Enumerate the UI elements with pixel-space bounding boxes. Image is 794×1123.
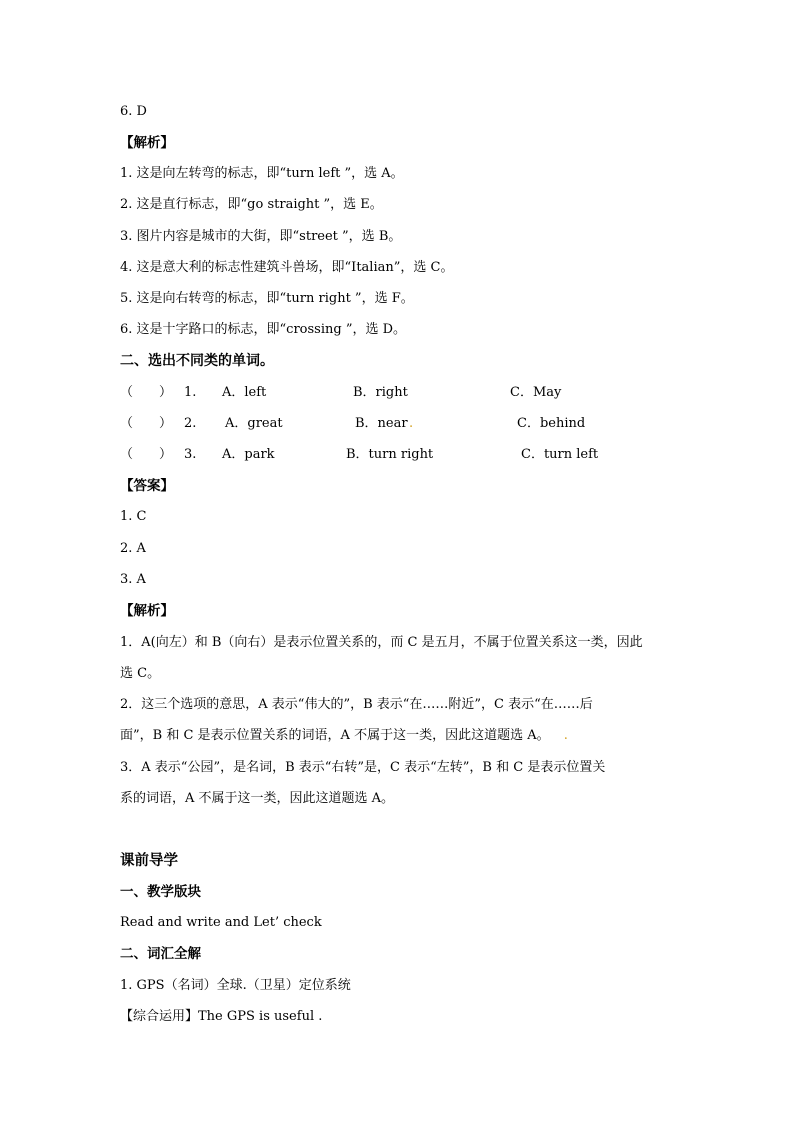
option-b: B．turn right: [346, 447, 434, 462]
explain-line-4-text: 面”，B 和 C 是表示位置关系的词语，A 不属于这一类，因此这道题选 A。: [120, 728, 550, 743]
explain-line-2: 选 C。: [120, 666, 161, 681]
explain-line-3: 2．这三个选项的意思，A 表示“伟大的”，B 表示“在……附近”，C 表示“在……后: [120, 697, 593, 712]
explain-line-6: 系的词语，A 不属于这一类，因此这道题选 A。: [120, 791, 395, 806]
answer-6: 6. D: [120, 104, 147, 119]
question-number: 3.: [184, 447, 197, 462]
answer-blank: （ ）: [120, 416, 173, 431]
teaching-block-text: Read and write and Let’ check: [120, 915, 322, 930]
explanation-5: 5. 这是向右转弯的标志，即“turn right ”，选 F。: [120, 291, 414, 306]
usage-line: [120, 1009, 322, 1025]
answer-1: 1. C: [120, 509, 147, 524]
answer-blank: （ ）: [120, 385, 173, 400]
option-c: C．turn left: [521, 447, 599, 462]
vocab-title: 二、词汇全解: [120, 946, 201, 962]
answer-3: 3. A: [120, 572, 146, 587]
explain-header-1: 【解析】: [120, 135, 174, 151]
option-a: A．left: [222, 385, 267, 400]
option-b: B．near: [355, 416, 408, 431]
option-c: C．behind: [517, 416, 586, 431]
usage-label: 【综合运用】: [120, 1009, 199, 1024]
explain-header-2: 【解析】: [120, 603, 174, 619]
option-b: B．right: [353, 385, 408, 400]
teaching-block-title: 一、教学版块: [120, 884, 201, 900]
explanation-4: 4. 这是意大利的标志性建筑斗兽场，即“Italian”，选 C。: [120, 260, 454, 275]
explain-line-4: [120, 728, 568, 744]
explanation-1: 1. 这是向左转弯的标志，即“turn left ”，选 A。: [120, 166, 404, 181]
question-number: 1.: [184, 385, 197, 400]
stray-mark-2: .: [563, 728, 568, 743]
option-a: A．park: [222, 447, 275, 462]
explanation-3: 3. 图片内容是城市的大街，即“street ”，选 B。: [120, 229, 402, 244]
explanation-2: 2. 这是直行标志，即“go straight ”，选 E。: [120, 197, 383, 212]
vocab-item-1: 1. GPS（名词）全球.（卫星）定位系统: [120, 978, 351, 993]
explain-line-1: 1．A(向左）和 B（向右）是表示位置关系的，而 C 是五月，不属于位置关系这一类，因此: [120, 635, 643, 650]
usage-text: The GPS is useful .: [198, 1009, 323, 1024]
question-number: 2.: [184, 416, 197, 431]
explain-line-5: 3．A 表示“公园”，是名词，B 表示“右转”是，C 表示“左转”，B 和 C 是表示位置关: [120, 760, 606, 775]
answer-header: 【答案】: [120, 478, 174, 494]
section-2-title: 二、选出不同类的单词。: [120, 353, 274, 369]
answer-2: 2. A: [120, 541, 146, 556]
option-a: A．great: [225, 416, 283, 431]
answer-blank: （ ）: [120, 447, 173, 462]
explanation-6: 6. 这是十字路口的标志，即“crossing ”，选 D。: [120, 322, 407, 337]
stray-mark: .: [409, 416, 414, 431]
option-c: C．May: [510, 385, 562, 400]
preview-title: 课前导学: [120, 852, 178, 869]
